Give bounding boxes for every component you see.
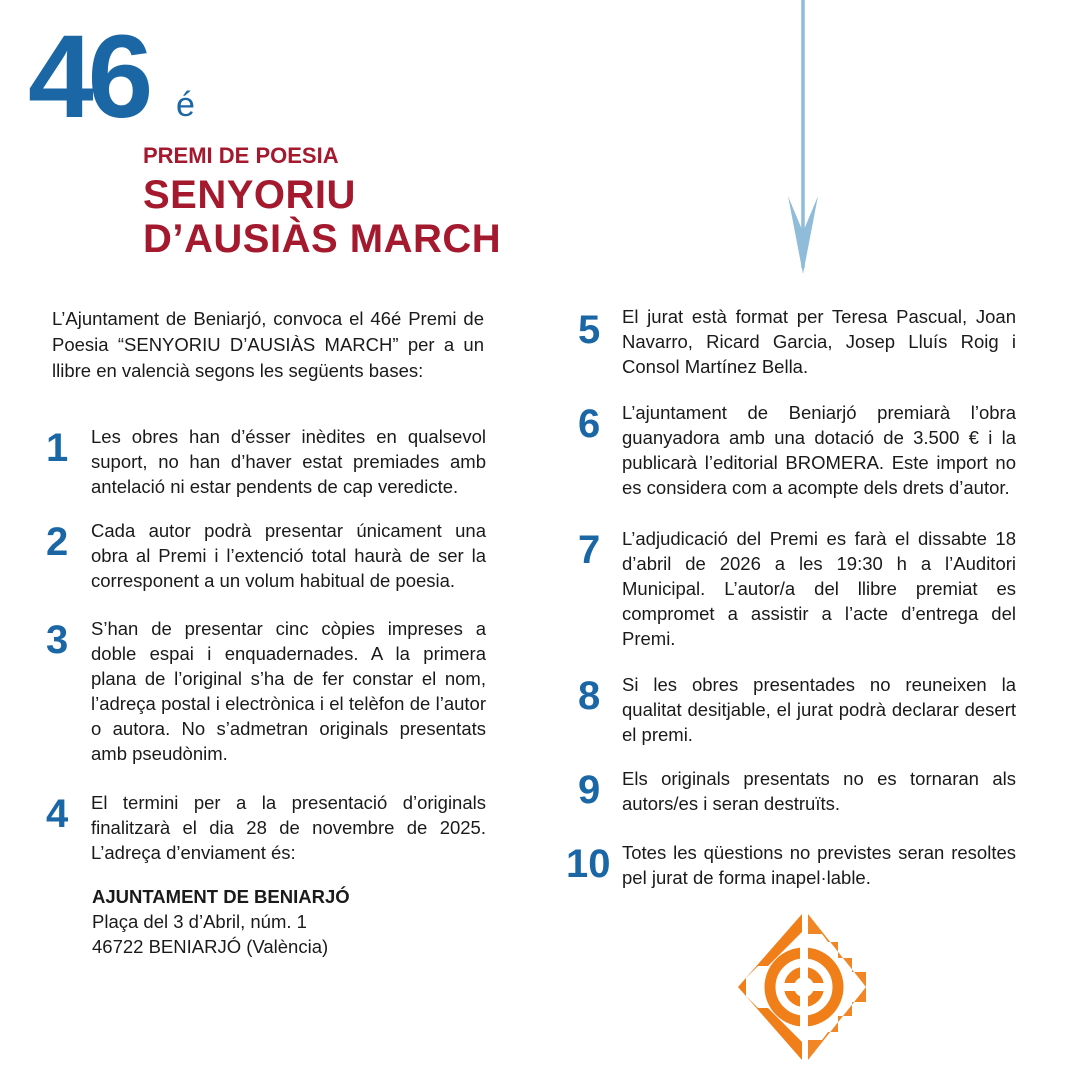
address-name: AJUNTAMENT DE BENIARJÓ xyxy=(92,886,350,907)
address-block xyxy=(92,884,472,959)
gear-target-logo xyxy=(738,912,868,1062)
prize-title-line-1: SENYORIU xyxy=(143,173,356,217)
rule-number: 7 xyxy=(578,528,601,572)
rule-number: 1 xyxy=(46,426,69,470)
rule-number: 8 xyxy=(578,674,601,718)
rule-text: Totes les qüestions no previstes seran resoltes pel jurat de forma inapel·lable. xyxy=(622,842,1016,888)
rule-text: L’ajuntament de Beniarjó premiarà l’obra guanyadora amb una dotació de 3.500 € i la publicarà l’editorial BROMERA. Este import no es considera com a acompte dels drets d’autor. xyxy=(622,402,1016,498)
rule-number: 10 xyxy=(566,842,611,886)
rule-number: 4 xyxy=(46,792,69,836)
down-arrow-icon xyxy=(786,0,822,280)
prize-title-line-2: D’AUSIÀS MARCH xyxy=(143,217,502,261)
rule-text: S’han de presentar cinc còpies impreses a doble espai i enquadernades. A la primera plana de l’original s’ha de fer constar el nom, l’adreça postal i electrònica i el telèfon de l’autor o autora. No s’admetran originals presentats amb pseudònim. xyxy=(91,618,486,764)
rule-number: 5 xyxy=(578,308,601,352)
rule-text: El jurat està format per Teresa Pascual, Joan Navarro, Ricard Garcia, Josep Lluís Roig i Consol Martínez Bella. xyxy=(622,306,1016,377)
edition-number: 46 xyxy=(28,11,148,143)
rule-number: 9 xyxy=(578,768,601,812)
prize-kicker: PREMI DE POESIA xyxy=(143,143,339,168)
rule-text: Si les obres presentades no reuneixen la qualitat desitjable, el jurat podrà declarar desert el premi. xyxy=(622,674,1016,745)
rule-text: Les obres han d’ésser inèdites en qualsevol suport, no han d’haver estat premiades amb antelació ni estar pendents de cap veredicte. xyxy=(91,426,486,497)
edition-suffix: é xyxy=(176,86,195,124)
rule-text: Cada autor podrà presentar únicament una obra al Premi i l’extenció total haurà de ser la corresponent a un volum habitual de poesia. xyxy=(91,520,486,591)
rule-number: 2 xyxy=(46,520,69,564)
address-street: Plaça del 3 d’Abril, núm. 1 xyxy=(92,911,307,932)
address-city: 46722 BENIARJÓ (València) xyxy=(92,936,329,957)
intro-paragraph: L’Ajuntament de Beniarjó, convoca el 46é Premi de Poesia “SENYORIU D’AUSIÀS MARCH” per a un llibre en valencià segons les següents bases: xyxy=(52,308,484,381)
rule-text: El termini per a la presentació d’originals finalitzarà el dia 28 de novembre de 2025. L’adreça d’enviament és: xyxy=(91,792,486,863)
rule-number: 3 xyxy=(46,618,69,662)
rule-text: L’adjudicació del Premi es farà el dissabte 18 d’abril de 2026 a les 19:30 h a l’Auditori Municipal. L’autor/a del llibre premiat es compromet a assistir a l’acte d’entrega del Premi. xyxy=(622,528,1016,649)
rule-number: 6 xyxy=(578,402,601,446)
rule-text: Els originals presentats no es tornaran als autors/es i seran destruïts. xyxy=(622,768,1016,814)
